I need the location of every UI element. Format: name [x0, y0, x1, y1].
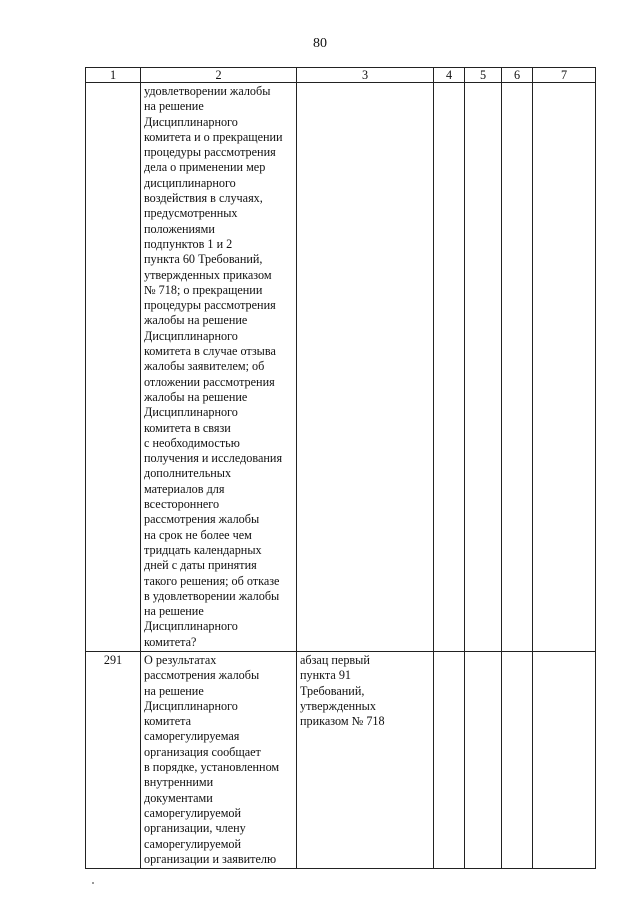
row-number-cell [86, 83, 141, 652]
reference-cell [297, 651, 434, 868]
cell-text-line: воздействия в случаях, [144, 191, 263, 206]
cell-text-line: предусмотренных [144, 206, 238, 221]
question-cell [141, 83, 297, 652]
empty-cell [533, 651, 596, 868]
cell-text-line: Требований, [300, 683, 365, 698]
cell-text-line: комитета [144, 714, 192, 729]
cell-text-line: саморегулируемой [144, 836, 242, 851]
column-header: 4 [434, 68, 465, 83]
column-header: 3 [297, 68, 434, 83]
empty-cell [434, 83, 465, 652]
question-cell [141, 651, 297, 868]
column-header: 5 [465, 68, 502, 83]
cell-text-line: процедуры рассмотрения [144, 298, 276, 313]
empty-cell [465, 651, 502, 868]
column-header: 7 [533, 68, 596, 83]
cell-text-line: организации, члену [144, 821, 246, 836]
row-number-cell: 291 [86, 651, 141, 868]
cell-text-line: комитета? [144, 634, 197, 649]
cell-text-line: комитета в связи [144, 420, 231, 435]
cell-text-line: Дисциплинарного [144, 405, 238, 420]
empty-cell [533, 83, 596, 652]
cell-text-line: процедуры рассмотрения [144, 145, 276, 160]
cell-text-line: отложении рассмотрения [144, 374, 275, 389]
cell-text-line: дополнительных [144, 466, 232, 481]
empty-cell [434, 651, 465, 868]
cell-text-line: получения и исследования [144, 451, 283, 466]
cell-text-line: приказом № 718 [300, 714, 385, 729]
cell-text-line: дней с даты принятия [144, 558, 257, 573]
cell-text-line: № 718; о прекращении [144, 282, 263, 297]
column-header: 1 [86, 68, 141, 83]
cell-text-line: подпунктов 1 и 2 [144, 236, 233, 251]
empty-cell [502, 83, 533, 652]
cell-text-line: на срок не более чем [144, 527, 252, 542]
cell-text-line: дела о применении мер [144, 160, 266, 175]
cell-text-line: в удовлетворении жалобы [144, 588, 280, 603]
cell-text-line: всестороннего [144, 497, 220, 512]
page-number: 80 [313, 36, 327, 51]
cell-text-line: тридцать календарных [144, 542, 262, 557]
cell-text-line: положениями [144, 221, 215, 236]
cell-text-line: Дисциплинарного [144, 619, 238, 634]
cell-text-line: на решение [144, 604, 204, 619]
cell-text-line: такого решения; об отказе [144, 573, 280, 588]
cell-text-line: саморегулируемая [144, 729, 240, 744]
cell-text-line: Дисциплинарного [144, 698, 238, 713]
cell-text-line: документами [144, 790, 213, 805]
cell-text-line: жалобы на решение [144, 313, 248, 328]
cell-text-line: утвержденных приказом [144, 267, 272, 282]
cell-text-line: организация сообщает [144, 744, 261, 759]
cell-text-line: пункта 60 Требований, [144, 252, 263, 267]
cell-text-line: на решение [144, 99, 204, 114]
cell-text-line: утвержденных [300, 698, 376, 713]
cell-text-line: материалов для [144, 481, 225, 496]
cell-text-line: организации и заявителю [144, 851, 277, 866]
cell-text-line: внутренними [144, 775, 214, 790]
cell-text-line: на решение [144, 683, 204, 698]
scan-speck [92, 882, 94, 884]
cell-text-line: Дисциплинарного [144, 328, 238, 343]
cell-text-line: саморегулируемой [144, 805, 242, 820]
column-header: 6 [502, 68, 533, 83]
cell-text-line: жалобы на решение [144, 389, 248, 404]
column-header: 2 [141, 68, 297, 83]
cell-text-line: комитета в случае отзыва [144, 344, 276, 359]
cell-text-line: пункта 91 [300, 668, 352, 683]
cell-text-line: дисциплинарного [144, 175, 236, 190]
cell-text-line: абзац первый [300, 652, 370, 667]
requirements-table [85, 67, 596, 869]
table-row [86, 651, 596, 868]
table-row [86, 83, 596, 652]
cell-text-line: в порядке, установленном [144, 760, 280, 775]
cell-text-line: с необходимостью [144, 435, 240, 450]
table-header-row [86, 68, 596, 83]
empty-cell [502, 651, 533, 868]
reference-cell [297, 83, 434, 652]
empty-cell [465, 83, 502, 652]
cell-text-line: удовлетворении жалобы [144, 84, 271, 98]
cell-text-line: рассмотрения жалобы [144, 512, 260, 527]
cell-text-line: комитета и о прекращении [144, 129, 283, 144]
cell-text-line: рассмотрения жалобы [144, 668, 260, 683]
cell-text-line: жалобы заявителем; об [144, 359, 265, 374]
cell-text-line: Дисциплинарного [144, 114, 238, 129]
cell-text-line: О результатах [144, 652, 217, 667]
